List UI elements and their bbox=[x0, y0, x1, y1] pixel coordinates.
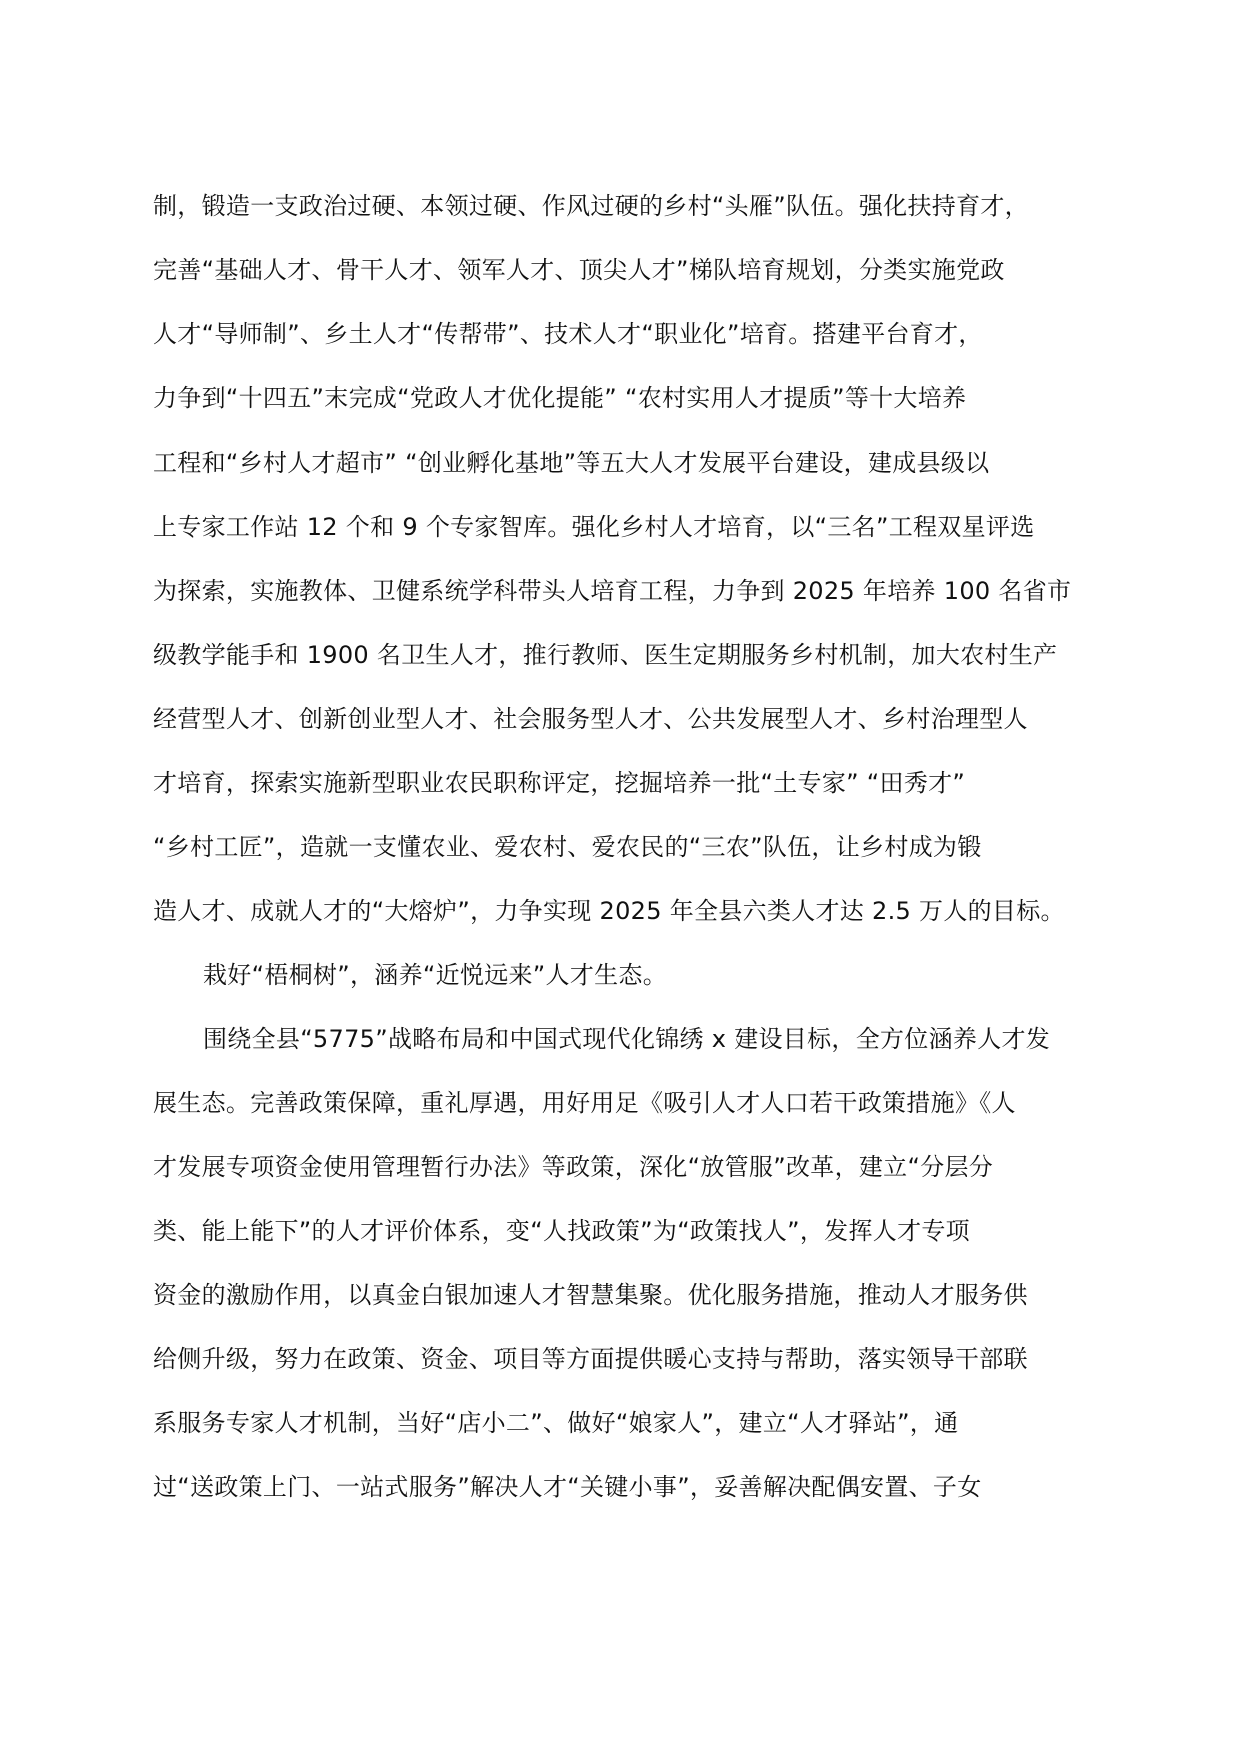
paragraph-1-line-4: 力争到“十四五”末完成“党政人才优化提能” “农村实用人才提质”等十大培养 bbox=[153, 384, 967, 412]
paragraph-1-line-12: 造人才、成就人才的“大熔炉”，力争实现 2025 年全县六类人才达 2.5 万人的目标。 bbox=[153, 897, 1065, 925]
paragraph-2-line-2: 展生态。完善政策保障，重礼厚遇，用好用足《吸引人才人口若干政策措施》《人 bbox=[153, 1089, 1016, 1117]
paragraph-1-line-2: 完善“基础人才、骨干人才、领军人才、顶尖人才”梯队培育规划，分类实施党政 bbox=[153, 256, 1005, 284]
paragraph-1-line-6: 上专家工作站 12 个和 9 个专家智库。强化乡村人才培育，以“三名”工程双星评选 bbox=[153, 513, 1035, 541]
paragraph-1-line-8: 级教学能手和 1900 名卫生人才，推行教师、医生定期服务乡村机制，加大农村生产 bbox=[153, 641, 1058, 669]
paragraph-1-line-3: 人才“导师制”、乡土人才“传帮带”、技术人才“职业化”培育。搭建平台育才， bbox=[153, 320, 983, 348]
paragraph-1-line-7: 为探索，实施教体、卫健系统学科带头人培育工程，力争到 2025 年培养 100 名省市 bbox=[153, 577, 1072, 605]
paragraph-2-line-5: 资金的激励作用，以真金白银加速人才智慧集聚。优化服务措施，推动人才服务供 bbox=[153, 1281, 1028, 1309]
paragraph-1-line-5: 工程和“乡村人才超市” “创业孵化基地”等五大人才发展平台建设，建成县级以 bbox=[153, 449, 990, 477]
paragraph-2-line-1: 围绕全县“5775”战略布局和中国式现代化锦绣 x 建设目标，全方位涵养人才发 bbox=[203, 1025, 1051, 1053]
paragraph-2-line-6: 给侧升级，努力在政策、资金、项目等方面提供暖心支持与帮助，落实领导干部联 bbox=[153, 1345, 1028, 1373]
paragraph-2-line-4: 类、能上能下”的人才评价体系，变“人找政策”为“政策找人”，发挥人才专项 bbox=[153, 1217, 970, 1245]
paragraph-1-line-9: 经营型人才、创新创业型人才、社会服务型人才、公共发展型人才、乡村治理型人 bbox=[153, 705, 1028, 733]
paragraph-1-line-1: 制，锻造一支政治过硬、本领过硬、作风过硬的乡村“头雁”队伍。强化扶持育才， bbox=[153, 192, 1029, 220]
paragraph-2-line-8: 过“送政策上门、一站式服务”解决人才“关键小事”，妥善解决配偶安置、子女 bbox=[153, 1473, 982, 1501]
paragraph-1-line-10: 才培育，探索实施新型职业农民职称评定，挖掘培养一批“土专家” “田秀才” bbox=[153, 769, 966, 797]
paragraph-2-line-7: 系服务专家人才机制，当好“店小二”、做好“娘家人”，建立“人才驿站”，通 bbox=[153, 1409, 959, 1437]
paragraph-1-line-11: “乡村工匠”，造就一支懂农业、爱农村、爱农民的“三农”队伍，让乡村成为锻 bbox=[153, 833, 982, 861]
section-heading: 栽好“梧桐树”，涵养“近悦远来”人才生态。 bbox=[203, 961, 668, 989]
paragraph-2-line-3: 才发展专项资金使用管理暂行办法》等政策，深化“放管服”改革，建立“分层分 bbox=[153, 1153, 994, 1181]
